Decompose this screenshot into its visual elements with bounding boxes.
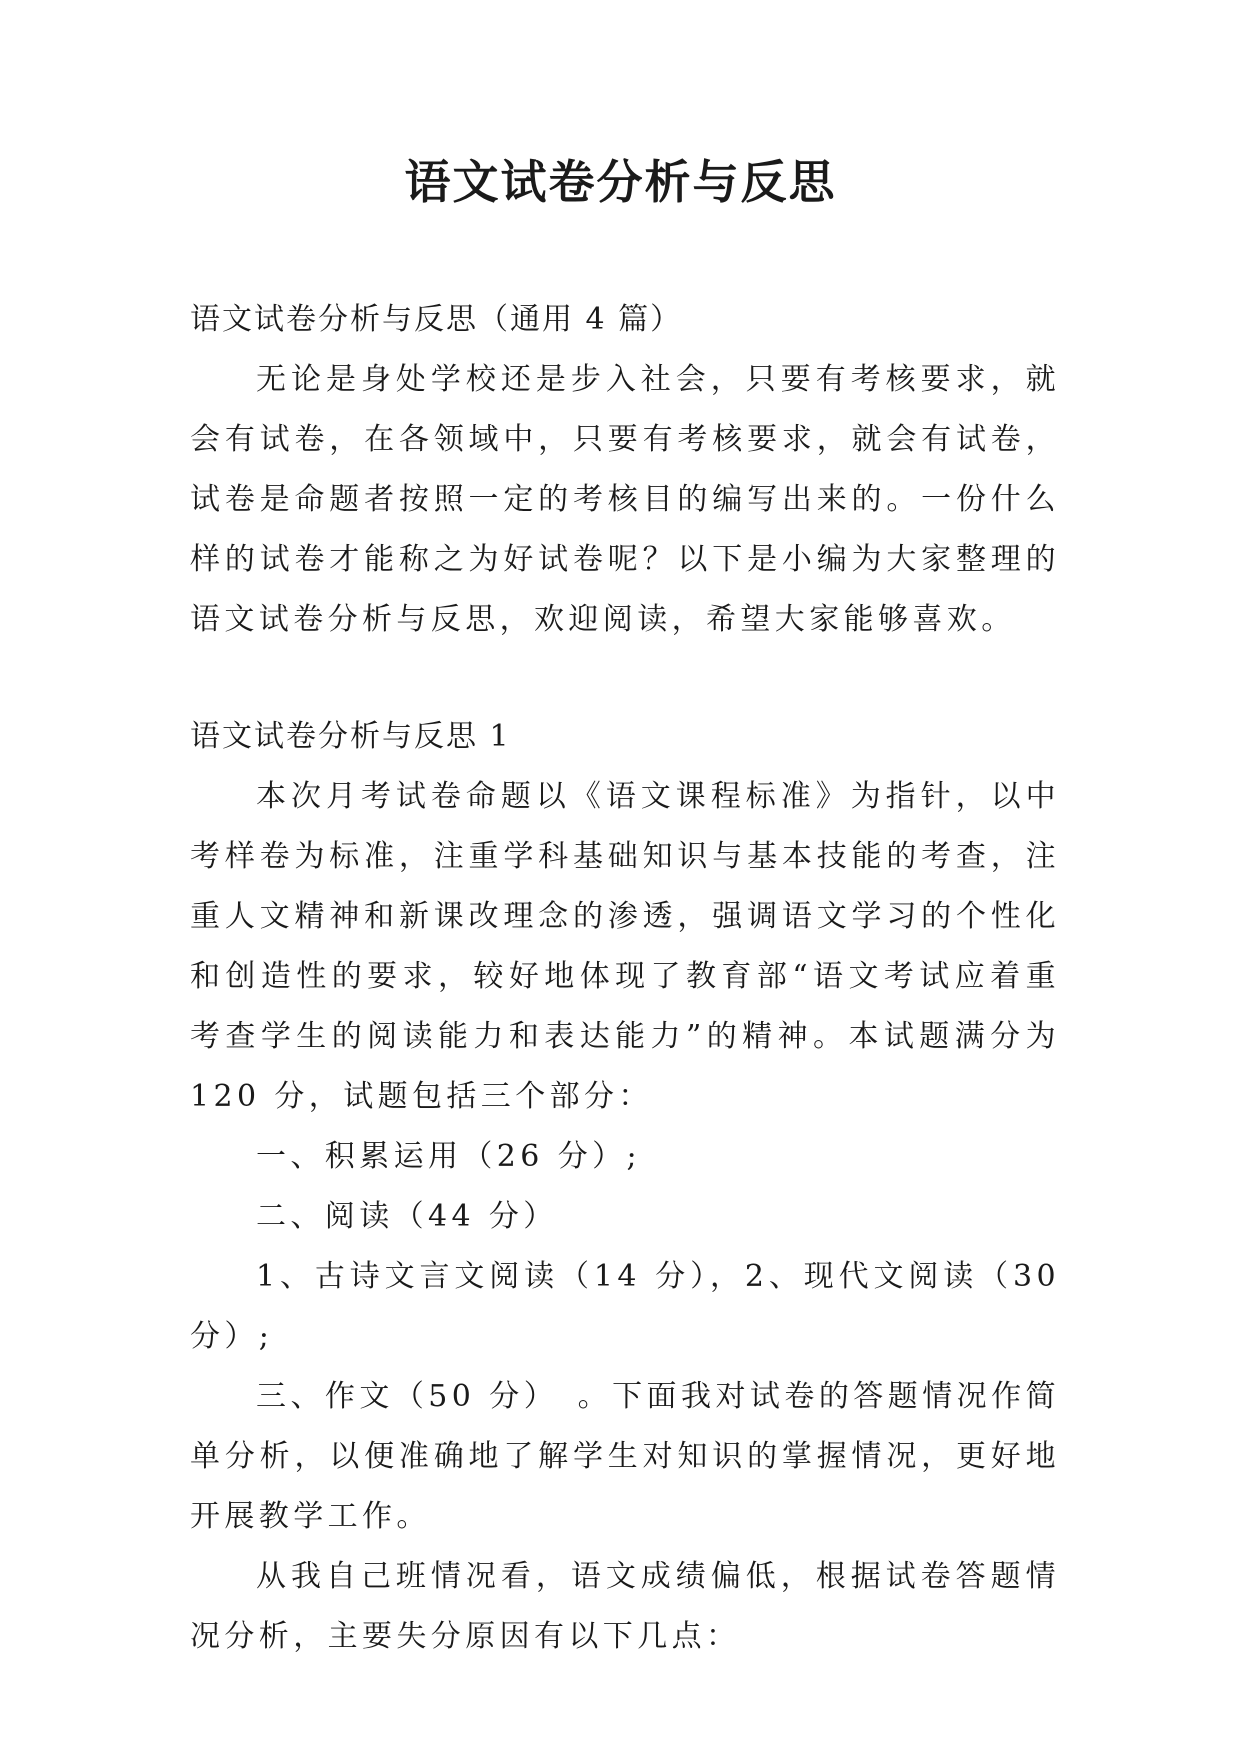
list-item-4: 三、作文（50 分） 。下面我对试卷的答题情况作简单分析，以便准确地了解学生对知识的掌握情况，更好地开展教学工作。: [190, 1379, 1060, 1534]
document-subtitle: 语文试卷分析与反思（通用 4 篇）: [190, 302, 683, 337]
list-item-1: 一、积累运用（26 分）;: [256, 1139, 642, 1174]
section-1-paragraph-1: 本次月考试卷命题以《语文课程标准》为指针，以中考样卷为标准，注重学科基础知识与基本技能的考查，注重人文精神和新课改理念的渗透，强调语文学习的个性化和创造性的要求，较好地体现了教育部“语文考试应着重考查学生的阅读能力和表达能力”的精神。本试题满分为 120 分，试题包括三个部分：: [190, 779, 1060, 1114]
intro-paragraph: 无论是身处学校还是步入社会，只要有考核要求，就会有试卷，在各领域中，只要有考核要求，就会有试卷，试卷是命题者按照一定的考核目的编写出来的。一份什么样的试卷才能称之为好试卷呢？以下是小编为大家整理的语文试卷分析与反思，欢迎阅读，希望大家能够喜欢。: [190, 362, 1060, 637]
document-title: 语文试卷分析与反思: [404, 155, 837, 209]
section-gap: [190, 650, 1060, 707]
section-1-paragraph-2: 从我自己班情况看，语文成绩偏低，根据试卷答题情况分析，主要失分原因有以下几点：: [190, 1559, 1060, 1654]
document-body: [190, 290, 1060, 1667]
list-item-3: 1、古诗文言文阅读（14 分），2、现代文阅读（30 分）;: [190, 1259, 1060, 1354]
list-item-2: 二、阅读（44 分）: [256, 1199, 558, 1234]
section-1-heading: 语文试卷分析与反思 1: [190, 719, 511, 754]
